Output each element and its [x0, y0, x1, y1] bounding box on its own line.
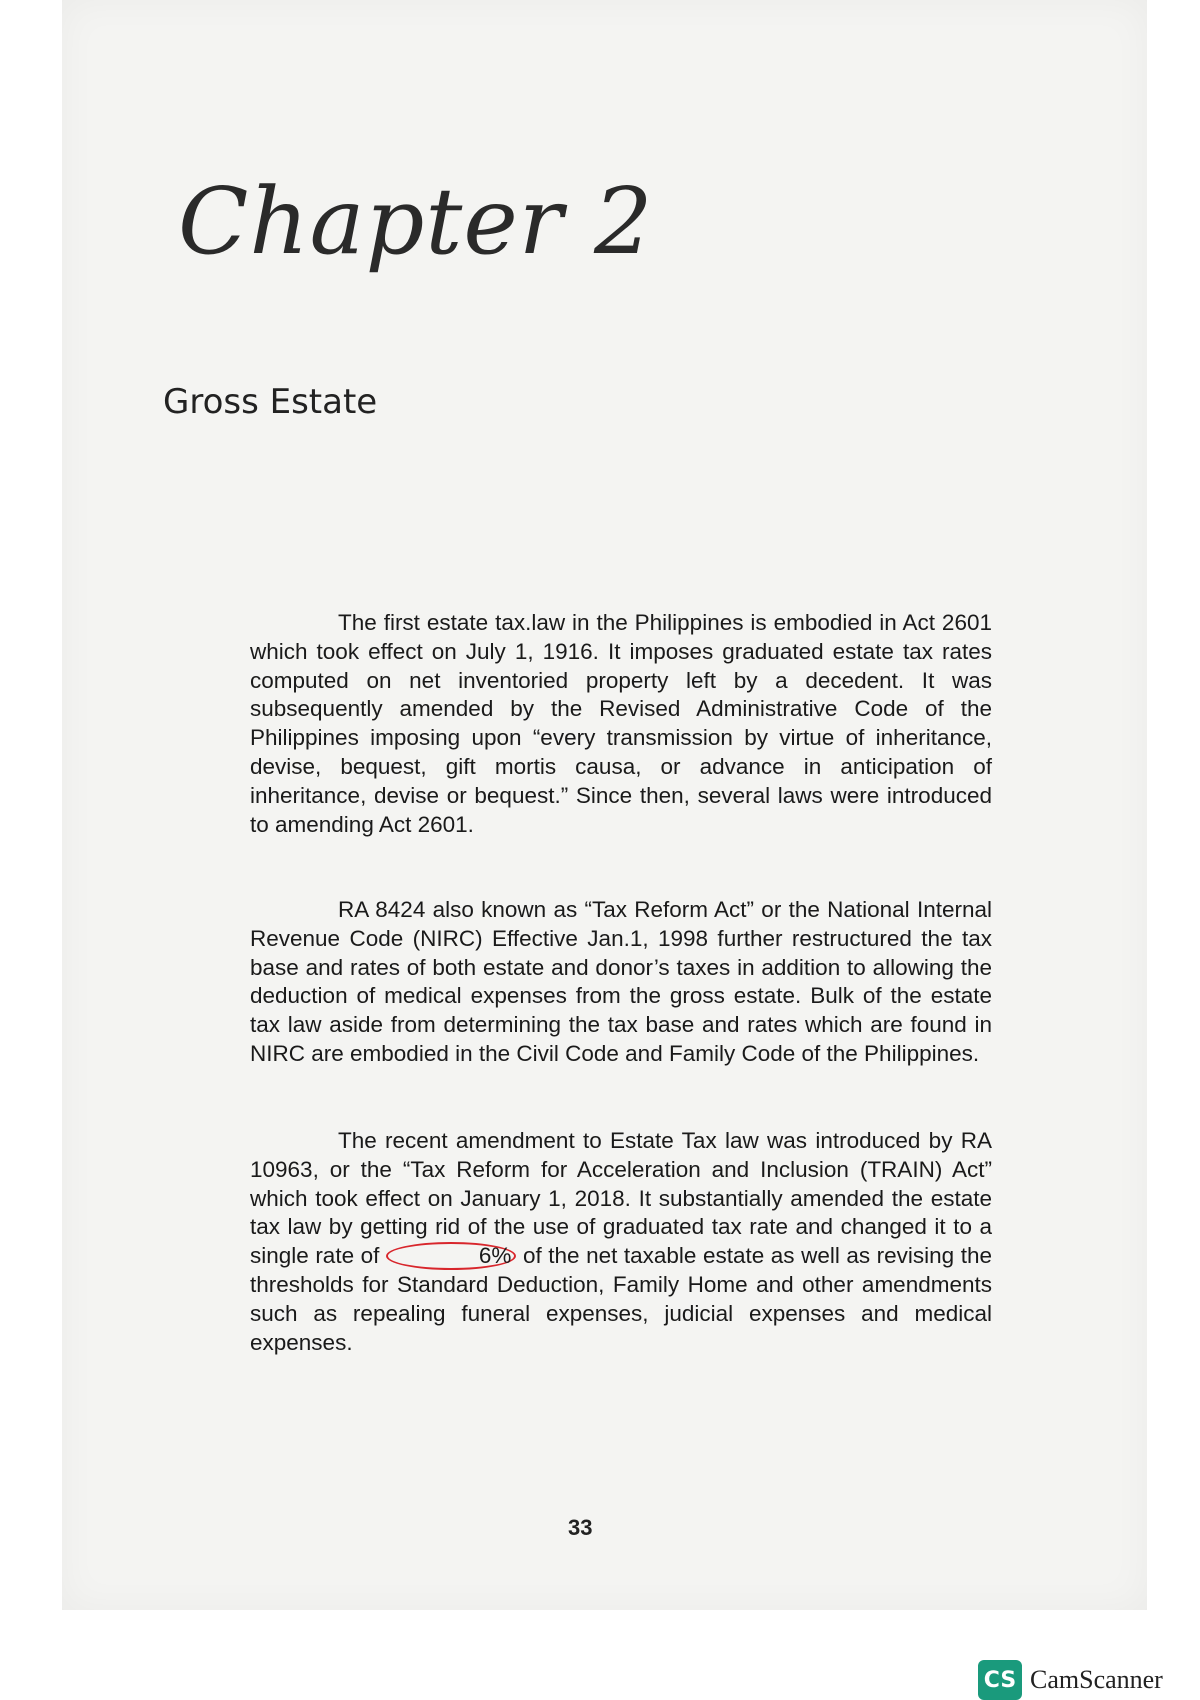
camscanner-logo-icon: CS	[978, 1660, 1022, 1700]
paragraph-3-text	[250, 1127, 992, 1357]
circled-rate-annotation: 6%	[386, 1242, 517, 1270]
camscanner-name: CamScanner	[1030, 1665, 1163, 1694]
paragraph-2	[250, 896, 992, 1069]
page-number: 33	[568, 1515, 593, 1540]
chapter-title: Chapter 2	[178, 168, 654, 275]
paragraph-3-text-before: The recent amendment to Estate Tax law was introduced by RA 10963, or the “Tax Reform for Acceleration and Inclusion (TRAIN) Act” which took effect on January 1, 2018. It substantially amended the estate tax law by getting rid of the use of graduated tax rate and changed it to a single rate of	[250, 1128, 992, 1269]
paragraph-3-text-after: of the net taxable estate as well as revising the thresholds for Standard Deduction, Family Home and other amendments such as repealing funeral expenses, judicial expenses and medical expenses.	[250, 1243, 992, 1355]
paragraph-1-text: The first estate tax.law in the Philippines is embodied in Act 2601 which took effect on July 1, 1916. It imposes graduated estate tax rates computed on net inventoried property left by a decedent. It was subsequently amended by the Revised Administrative Code of the Philippines imposing upon “every transmission by virtue of inheritance, devise, bequest, gift mortis causa, or advance in anticipation of inheritance, devise or bequest.” Since then, several laws were introduced to amending Act 2601.	[250, 610, 992, 837]
paragraph-1	[250, 609, 992, 839]
camscanner-watermark	[978, 1660, 1163, 1700]
paragraph-2-text: RA 8424 also known as “Tax Reform Act” or the National Internal Revenue Code (NIRC) Effective Jan.1, 1998 further restructured the tax base and rates of both estate and donor’s taxes in addition to allowing the deduction of medical expenses from the gross estate. Bulk of the estate tax law aside from determining the tax base and rates which are found in NIRC are embodied in the Civil Code and Family Code of the Philippines.	[250, 897, 992, 1066]
section-title: Gross Estate	[163, 382, 378, 422]
paragraph-3	[250, 1127, 992, 1357]
